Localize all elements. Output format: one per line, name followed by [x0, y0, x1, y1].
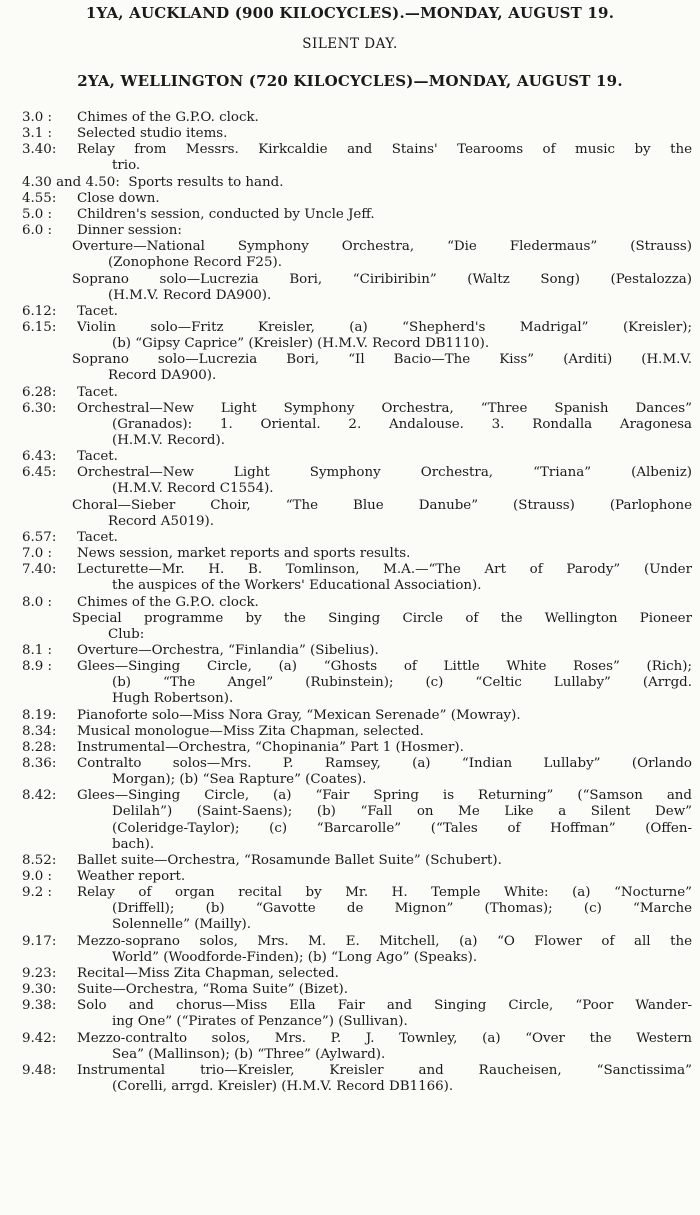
- programme-line: (H.M.V. Record DA900).: [108, 287, 272, 303]
- programme-item: [0, 126, 700, 142]
- programme-time: 3.40:: [22, 142, 57, 158]
- programme-line: Overture—Orchestra, “Finlandia” (Sibelius).: [77, 642, 379, 658]
- programme-line: trio.: [112, 158, 141, 174]
- silent-day-note: SILENT DAY.: [302, 36, 398, 52]
- programme-item: [0, 465, 700, 497]
- programme-line: Glees—Singing Circle, (a) “Ghosts of Little White Roses” (Rich);: [77, 659, 692, 675]
- programme-item: [0, 304, 700, 320]
- programme-line: Pianoforte solo—Miss Nora Gray, “Mexican Serenade” (Mowray).: [77, 707, 521, 723]
- programme-time: 6.45:: [22, 465, 57, 481]
- programme-time: 3.0 :: [22, 110, 53, 125]
- programme-item: [0, 934, 700, 966]
- programme-item: [0, 207, 700, 223]
- programme-line: Ballet suite—Orchestra, “Rosamunde Ballet Suite” (Schubert).: [77, 852, 502, 868]
- programme-line: Chimes of the G.P.O. clock.: [77, 110, 259, 125]
- station-2yA-heading: 2YA, WELLINGTON (720 KILOCYCLES)—MONDAY, AUGUST 19.: [77, 72, 623, 90]
- programme-time: 7.0 :: [22, 546, 53, 562]
- programme-line: Chimes of the G.P.O. clock.: [77, 594, 259, 610]
- programme-line: (b) “The Angel” (Rubinstein); (c) “Celtic Lullaby” (Arrgd.: [112, 675, 692, 691]
- programme-line: Mezzo-soprano solos, Mrs. M. E. Mitchell, (a) “O Flower of all the: [77, 933, 692, 949]
- programme-item: [0, 175, 700, 191]
- programme-time: 6.28:: [22, 384, 57, 400]
- programme-item: [0, 1031, 700, 1063]
- programme-line: (H.M.V. Record C1554).: [112, 481, 274, 497]
- programme-item: [0, 562, 700, 594]
- programme-line: Lecturette—Mr. H. B. Tomlinson, M.A.—“The Art of Parody” (Under: [77, 562, 692, 578]
- programme-time: 6.12:: [22, 303, 57, 319]
- programme-line: ing One” (“Pirates of Penzance”) (Sullivan).: [112, 1014, 408, 1030]
- programme-line: Instrumental trio—Kreisler, Kreisler and Raucheisen, “Sanctissima”: [77, 1062, 692, 1078]
- programme-item: [0, 110, 700, 126]
- programme-item: [0, 401, 700, 449]
- programme-line: Solo and chorus—Miss Ella Fair and Singing Circle, “Poor Wander-: [77, 998, 692, 1014]
- programme-line: bach).: [112, 836, 155, 852]
- programme-line: Soprano solo—Lucrezia Bori, “Il Bacio—The Kiss” (Arditi) (H.M.V.: [72, 352, 692, 368]
- programme-line: Orchestral—New Light Symphony Orchestra, “Triana” (Albeniz): [77, 465, 692, 481]
- programme-line: Tacet.: [77, 303, 118, 319]
- programme-line: Selected studio items.: [77, 126, 228, 142]
- programme-time: 8.1 :: [22, 642, 53, 658]
- programme-line: Soprano solo—Lucrezia Bori, “Ciribiribin” (Waltz Song) (Pestalozza): [72, 271, 692, 287]
- programme-line: Recital—Miss Zita Chapman, selected.: [77, 965, 339, 981]
- programme-line: (b) “Gipsy Caprice” (Kreisler) (H.M.V. Record DB1110).: [112, 336, 490, 352]
- programme-line: Club:: [108, 626, 145, 642]
- programme-item: [0, 352, 700, 384]
- programme-time: 9.23:: [22, 965, 57, 981]
- programme-item: [0, 982, 700, 998]
- programme-item: [0, 142, 700, 174]
- programme-item: [0, 272, 700, 304]
- programme-line: Choral—Sieber Choir, “The Blue Danube” (Strauss) (Parlophone: [72, 497, 692, 513]
- programme-item: [0, 998, 700, 1030]
- programme-item: [0, 885, 700, 933]
- programme-line: Close down.: [77, 190, 160, 206]
- programme-item: [0, 643, 700, 659]
- programme-line: Tacet.: [77, 449, 118, 465]
- programme-item: [0, 708, 700, 724]
- programme-line: Suite—Orchestra, “Roma Suite” (Bizet).: [77, 982, 348, 998]
- programme-time: 6.43:: [22, 449, 57, 465]
- programme-item: [0, 320, 700, 352]
- programme-time: 8.52:: [22, 852, 57, 868]
- programme-line: Special programme by the Singing Circle of the Wellington Pioneer: [72, 610, 692, 626]
- programme-time: 9.42:: [22, 1030, 57, 1046]
- programme-time: 4.30 and 4.50:: [22, 174, 120, 190]
- programme-item: [0, 966, 700, 982]
- programme-time: 8.19:: [22, 707, 57, 723]
- programme-time: 6.0 :: [22, 223, 53, 239]
- programme-item: [0, 191, 700, 207]
- programme-line: (Driffell); (b) “Gavotte de Mignon” (Thomas); (c) “Marche: [112, 901, 692, 917]
- programme-line: Morgan); (b) “Sea Rapture” (Coates).: [112, 772, 367, 788]
- programme-line: Musical monologue—Miss Zita Chapman, selected.: [77, 723, 424, 739]
- programme-line: Violin solo—Fritz Kreisler, (a) “Shepherd's Madrigal” (Kreisler);: [77, 319, 692, 335]
- programme-time: 8.0 :: [22, 594, 53, 610]
- programme-line: Sea” (Mallinson); (b) “Three” (Aylward).: [112, 1046, 386, 1062]
- programme-line: Record A5019).: [108, 513, 215, 529]
- programme-item: [0, 853, 700, 869]
- station-1yA-heading: 1YA, AUCKLAND (900 KILOCYCLES).—MONDAY, AUGUST 19.: [85, 4, 615, 22]
- programme-item: [0, 756, 700, 788]
- programme-line: News session, market reports and sports results.: [77, 546, 411, 562]
- programme-line: Dinner session:: [77, 223, 182, 239]
- programme-time: 4.55:: [22, 190, 57, 206]
- programme-line: Orchestral—New Light Symphony Orchestra, “Three Spanish Dances”: [77, 400, 692, 416]
- programme-item: [0, 449, 700, 465]
- programme-line: (H.M.V. Record).: [112, 432, 225, 448]
- programme-time: 8.28:: [22, 739, 57, 755]
- programme-line: Delilah”) (Saint-Saens); (b) “Fall on Me Like a Silent Dew”: [112, 804, 692, 820]
- programme-line: Weather report.: [77, 869, 186, 885]
- programme-time: 6.30:: [22, 400, 57, 416]
- programme-time: 7.40:: [22, 562, 57, 578]
- programme-line: Tacet.: [77, 384, 118, 400]
- programme-item: [0, 385, 700, 401]
- programme-item: [0, 546, 700, 562]
- programme-time: 9.38:: [22, 998, 57, 1014]
- programme-item: [0, 788, 700, 853]
- programme-line: (Zonophone Record F25).: [108, 255, 282, 271]
- programme-line: Overture—National Symphony Orchestra, “Die Fledermaus” (Strauss): [72, 239, 692, 255]
- programme-time: 6.57:: [22, 529, 57, 545]
- programme-line: (Granados): 1. Oriental. 2. Andalouse. 3. Rondalla Aragonesa: [112, 416, 692, 432]
- programme-time: 8.42:: [22, 788, 57, 804]
- programme-time: 9.17:: [22, 933, 57, 949]
- programme-item: [0, 223, 700, 239]
- programme-item: [0, 611, 700, 643]
- programme-item: [0, 724, 700, 740]
- programme-time: 9.48:: [22, 1062, 57, 1078]
- programme-item: [0, 740, 700, 756]
- programme-line: Relay of organ recital by Mr. H. Temple White: (a) “Nocturne”: [77, 885, 692, 901]
- programme-item: [0, 869, 700, 885]
- programme-time: 3.1 :: [22, 126, 53, 142]
- programme-item: [0, 659, 700, 707]
- programme-line: Record DA900).: [108, 368, 217, 384]
- programme-line: Glees—Singing Circle, (a) “Fair Spring is Returning” (“Samson and: [77, 788, 692, 804]
- programme-line: the auspices of the Workers' Educational Association).: [112, 578, 482, 594]
- programme-line: Tacet.: [77, 529, 118, 545]
- programme-line: (Corelli, arrgd. Kreisler) (H.M.V. Record DB1166).: [112, 1078, 454, 1094]
- programme-time: 8.9 :: [22, 659, 53, 675]
- programme-item: [0, 595, 700, 611]
- programme-line: Hugh Robertson).: [112, 691, 234, 707]
- programme-time: 9.0 :: [22, 869, 53, 885]
- programme-line: Solennelle” (Mailly).: [112, 917, 252, 933]
- programme-time: 9.2 :: [22, 885, 53, 901]
- programme-line: (Coleridge-Taylor); (c) “Barcarolle” (“Tales of Hoffman” (Offen-: [112, 820, 692, 836]
- programme-item: [0, 530, 700, 546]
- programme-time: 8.34:: [22, 723, 57, 739]
- programme-line: Mezzo-contralto solos, Mrs. P. J. Townley, (a) “Over the Western: [77, 1030, 692, 1046]
- programme-line: Contralto solos—Mrs. P. Ramsey, (a) “Indian Lullaby” (Orlando: [77, 756, 692, 771]
- programme-item: [0, 1063, 700, 1095]
- programme-time: 9.30:: [22, 982, 57, 998]
- programme-item: [0, 498, 700, 530]
- programme-item: [0, 239, 700, 271]
- programme-line: World” (Woodforde-Finden); (b) “Long Ago” (Speaks).: [112, 949, 478, 965]
- programme-time: 6.15:: [22, 319, 57, 335]
- programme-line: Relay from Messrs. Kirkcaldie and Stains' Tearooms of music by the: [77, 142, 692, 158]
- programme-line: Instrumental—Orchestra, “Chopinania” Part 1 (Hosmer).: [77, 739, 464, 755]
- programme-line: Children's session, conducted by Uncle Jeff.: [77, 206, 375, 222]
- programme-time: 8.36:: [22, 756, 57, 771]
- programme-time: 5.0 :: [22, 206, 53, 222]
- programme-line: Sports results to hand.: [128, 174, 284, 190]
